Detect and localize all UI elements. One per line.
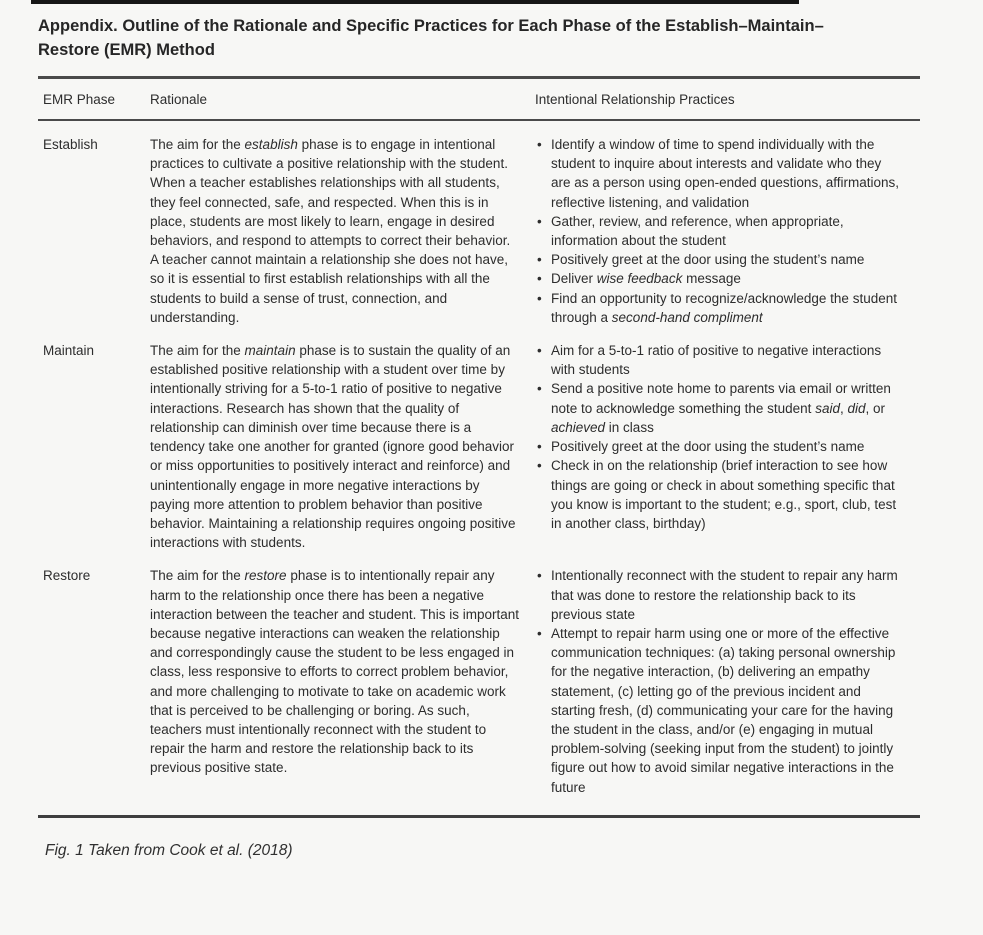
rationale-cell: The aim for the establish phase is to engage in intentional practices to cultivate a positive relationship with the student. When a teacher establishes relationships with all students, they feel connected, safe, and respected. When this is in place, students are most likely to learn, engage in desired behaviors, and respond to attempts to correct their behavior. A teacher cannot maintain a relationship she does not have, so it is essential to first establish relationships with all the students to build a sense of trust, connection, and understanding. — [150, 137, 511, 325]
table-header-row — [38, 79, 915, 119]
practice-item: • Find an opportunity to recognize/acknowledge the student through a second-hand compliment — [535, 289, 915, 327]
header-rationale: Rationale — [150, 91, 208, 107]
table-row — [38, 552, 915, 806]
table-body — [38, 121, 920, 807]
table-row — [38, 327, 915, 552]
rationale-cell: The aim for the maintain phase is to sustain the quality of an established positive relationship with a student over time by intentionally striving for a 5-to-1 ratio of positive to negative interactions. Research has shown that the quality of relationship can diminish over time because there is a tendency take one another for granted (ignore good behavior or miss opportunities to positively interact and reinforce) and unintentionally engage in more negative interactions by paying more attention to problem behavior than positive behavior. Maintaining a relationship requires ongoing positive interactions with students. — [150, 343, 516, 551]
practice-item: • Intentionally reconnect with the student to repair any harm that was done to restore the relationship back to its previous state — [535, 566, 915, 624]
practice-item: • Positively greet at the door using the student’s name — [535, 437, 915, 456]
table-row — [38, 121, 915, 327]
practice-item: • Aim for a 5-to-1 ratio of positive to negative interactions with students — [535, 341, 915, 379]
practice-item: • Identify a window of time to spend individually with the student to inquire about interests and validate who they are as a person using open-ended questions, affirmations, reflective listening, and validation — [535, 135, 915, 212]
table-title: Appendix. Outline of the Rationale and Specific Practices for Each Phase of the Establish–Maintain–Restore (EMR) Method — [38, 17, 824, 59]
phase-cell: Establish — [43, 137, 98, 153]
rationale-cell: The aim for the restore phase is to intentionally repair any harm to the relationship once there has been a negative interaction between the teacher and student. This is important because negative interactions can weaken the relationship and correspondingly cause the student to be less engaged in class, less responsive to efforts to correct problem behavior, and more challenging to motivate to take on academic work that is perceived to be challenging or boring. As such, teachers must intentionally reconnect with the student to repair the harm and restore the relationship back to its previous positive state. — [150, 568, 519, 776]
practice-item: • Check in on the relationship (brief interaction to see how things are going or check in about something specific that you know is important to the student; e.g., sport, club, test in another class, birthday) — [535, 456, 915, 533]
phase-cell: Restore — [43, 568, 91, 584]
header-practices: Intentional Relationship Practices — [535, 91, 735, 107]
practice-item: • Gather, review, and reference, when appropriate, information about the student — [535, 212, 915, 250]
phase-cell: Maintain — [43, 343, 95, 359]
table-bottom-rule — [38, 815, 920, 818]
figure-caption: Fig. 1 Taken from Cook et al. (2018) — [45, 841, 293, 859]
header-emr-phase: EMR Phase — [43, 91, 116, 107]
practice-item: • Positively greet at the door using the student’s name — [535, 250, 915, 269]
practice-item: • Attempt to repair harm using one or more of the effective communication techniques: (a) taking personal ownership for the negative interaction, (b) delivering an empathy statement, (c) letting go of the previous incident and starting fresh, (d) communicating your care for the having the student in the class, and/or (e) engaging in mutual problem-solving (seeking input from the student) to jointly figure out how to avoid similar negative interactions in the future — [535, 624, 915, 797]
practices-cell — [535, 341, 915, 552]
practices-cell — [535, 566, 915, 796]
top-edge-rule — [31, 0, 799, 4]
practices-cell — [535, 135, 915, 327]
practice-item: • Send a positive note home to parents via email or written note to acknowledge something the student said, did, or achieved in class — [535, 379, 915, 437]
practice-item: • Deliver wise feedback message — [535, 269, 915, 288]
